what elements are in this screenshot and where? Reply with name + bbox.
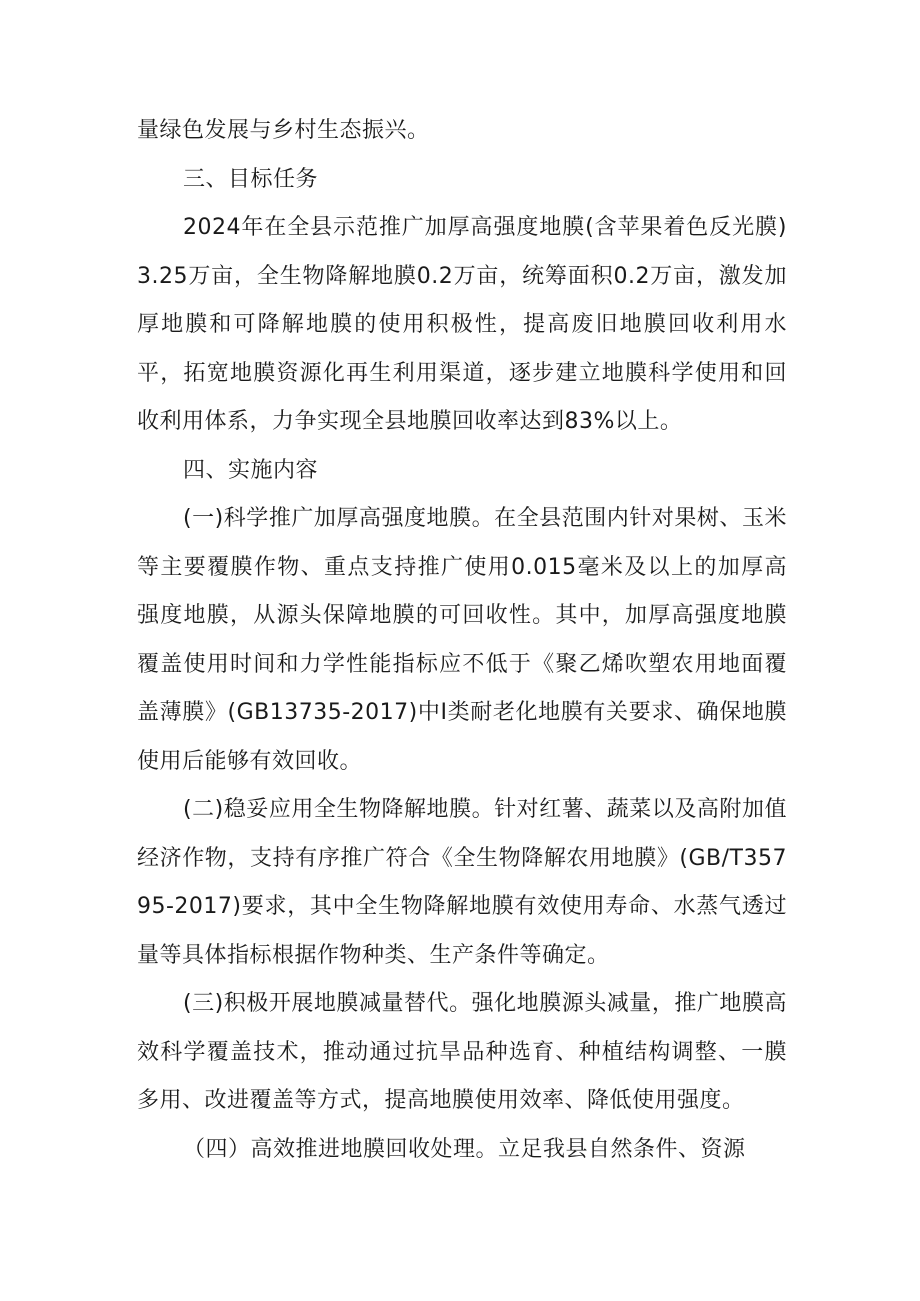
section-heading-goals: 三、目标任务 (183, 166, 319, 192)
paragraph-continuation: 量绿色发展与乡村生态振兴。 (137, 118, 430, 143)
paragraph-item-4: （四）高效推进地膜回收处理。立足我县自然条件、资源 (183, 1136, 746, 1162)
document-body (137, 107, 787, 1174)
section-heading-implementation: 四、实施内容 (183, 457, 319, 483)
paragraph-goals: 2024年在全县示范推广加厚高强度地膜(含苹果着色反光膜)3.25万亩，全生物降解地膜0.2万亩，统筹面积0.2万亩，激发加厚地膜和可降解地膜的使用积极性，提高废旧地膜回收利用水平，拓宽地膜资源化再生利用渠道，逐步建立地膜科学使用和回收利用体系，力争实现全县地膜回收率达到83%以上。 (137, 215, 787, 434)
paragraph-item-3: (三)积极开展地膜减量替代。强化地膜源头减量，推广地膜高效科学覆盖技术，推动通过抗旱品种选育、种植结构调整、一膜多用、改进覆盖等方式，提高地膜使用效率、降低使用强度。 (137, 991, 787, 1113)
paragraph-item-2: (二)稳妥应用全生物降解地膜。针对红薯、蔬菜以及高附加值经济作物，支持有序推广符合《全生物降解农用地膜》(GB/T35795-2017)要求，其中全生物降解地膜有效使用寿命、水蒸气透过量等具体指标根据作物种类、生产条件等确定。 (137, 797, 787, 968)
paragraph-item-1: (一)科学推广加厚高强度地膜。在全县范围内针对果树、玉米等主要覆膜作物、重点支持推广使用0.015毫米及以上的加厚高强度地膜，从源头保障地膜的可回收性。其中，加厚高强度地膜覆盖使用时间和力学性能指标应不低于《聚乙烯吹塑农用地面覆盖薄膜》(GB13735-2017)中I类耐老化地膜有关要求、确保地膜使用后能够有效回收。 (137, 506, 787, 774)
